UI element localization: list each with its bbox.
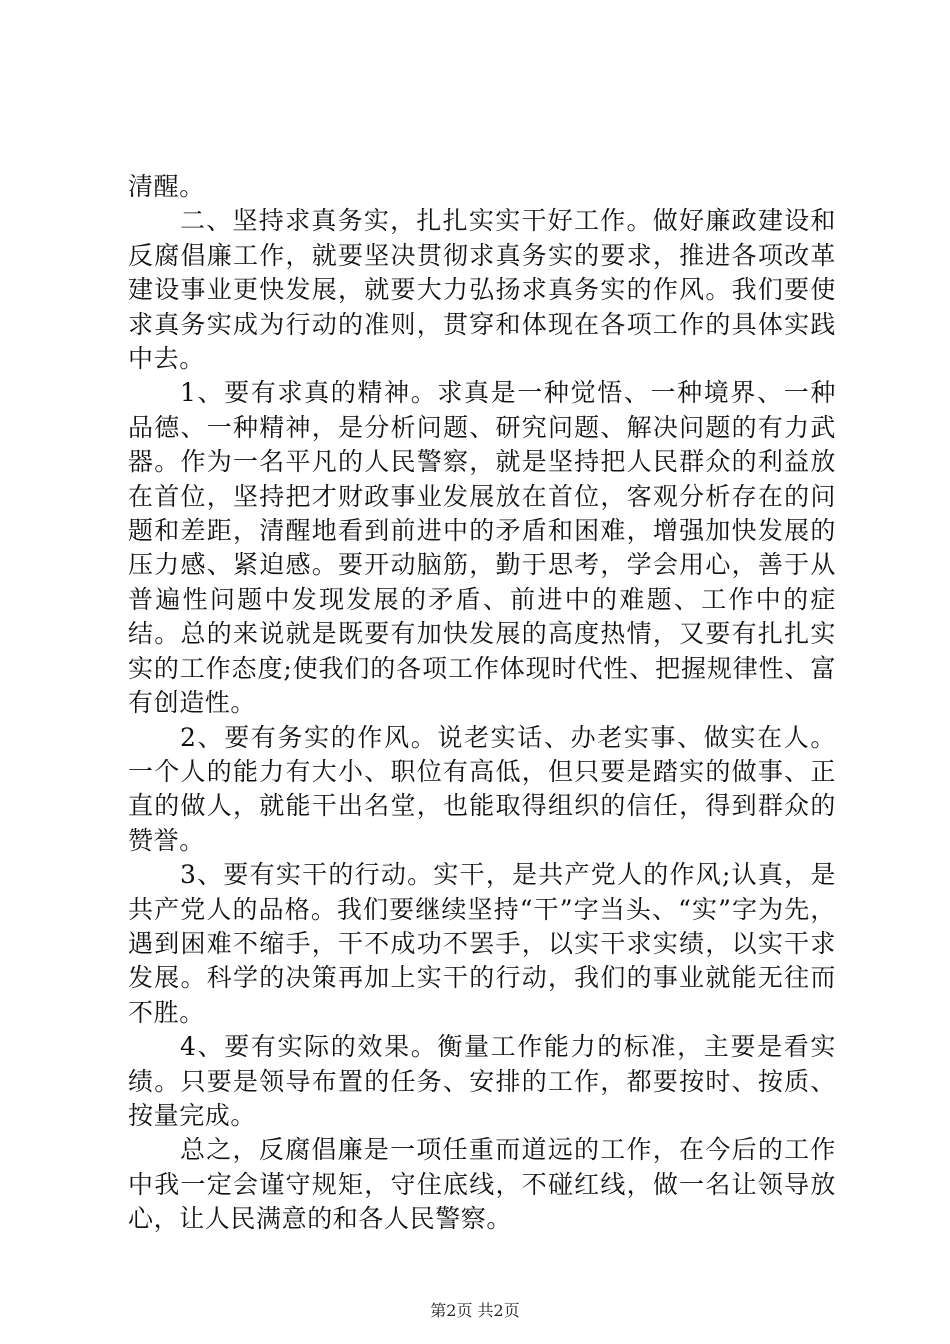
page-number: 第2页 共2页 xyxy=(430,1301,520,1320)
paragraph-point-3: 3、要有实干的行动。实干，是共产党人的作风;认真，是共产党人的品格。我们要继续坚持“干”字当头、“实”字为先，遇到困难不缩手，干不成功不罢手，以实干求实绩，以实干求发展。科学的决策再加上实干的行动，我们的事业就能无往而不胜。 xyxy=(128,860,836,1027)
paragraph-continuation: 清醒。 xyxy=(128,172,205,201)
page-footer xyxy=(0,1301,950,1321)
paragraph-point-1: 1、要有求真的精神。求真是一种觉悟、一种境界、一种品德、一种精神，是分析问题、研究问题、解决问题的有力武器。作为一名平凡的人民警察，就是坚持把人民群众的利益放在首位，坚持把才财政事业发展放在首位，客观分析存在的问题和差距，清醒地看到前进中的矛盾和困难，增强加快发展的压力感、紧迫感。要开动脑筋，勤于思考，学会用心，善于从普遍性问题中发现发展的矛盾、前进中的难题、工作中的症结。总的来说就是既要有加快发展的高度热情，又要有扎扎实实的工作态度;使我们的各项工作体现时代性、把握规律性、富有创造性。 xyxy=(128,378,836,718)
document-body xyxy=(128,170,836,1237)
paragraph-conclusion: 总之，反腐倡廉是一项任重而道远的工作，在今后的工作中我一定会谨守规矩，守住底线，不碰红线，做一名让领导放心，让人民满意的和各人民警察。 xyxy=(128,1135,836,1234)
paragraph-point-4: 4、要有实际的效果。衡量工作能力的标准，主要是看实绩。只要是领导布置的任务、安排的工作，都要按时、按质、按量完成。 xyxy=(128,1032,836,1130)
paragraph-section-two: 二、坚持求真务实，扎扎实实干好工作。做好廉政建设和反腐倡廉工作，就要坚决贯彻求真务实的要求，推进各项改革建设事业更快发展，就要大力弘扬求真务实的作风。我们要使求真务实成为行动的准则，贯穿和体现在各项工作的具体实践中去。 xyxy=(128,206,836,374)
paragraph-point-2: 2、要有务实的作风。说老实话、办老实事、做实在人。一个人的能力有大小、职位有高低，但只要是踏实的做事、正直的做人，就能干出名堂，也能取得组织的信任，得到群众的赞誉。 xyxy=(128,722,836,855)
